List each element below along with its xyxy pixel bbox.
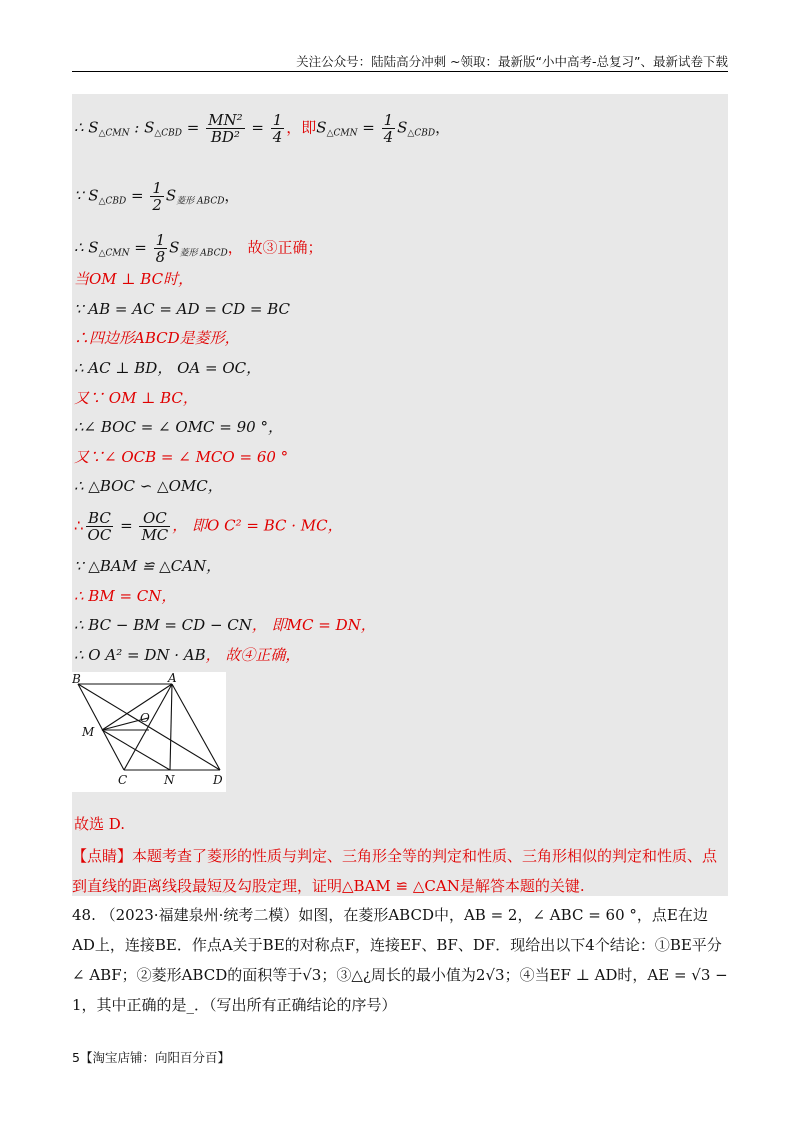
subscript: △CMN <box>326 128 358 139</box>
numerator: 1 <box>272 111 283 129</box>
text: = <box>357 118 380 137</box>
fraction <box>271 112 285 145</box>
solution-line-1 <box>74 112 450 145</box>
fraction <box>139 510 170 543</box>
fraction <box>206 112 245 145</box>
solution-line-8: 又∵ OM ⊥ BC， <box>74 389 198 407</box>
answer-line: 故选 D. <box>74 815 126 833</box>
text: ，即 <box>286 118 317 137</box>
label-N: N <box>164 773 175 787</box>
denominator: 2 <box>152 196 162 214</box>
solution-line-10: 又∵∠ OCB = ∠ MCO = 60 ° <box>74 448 289 466</box>
text: S <box>316 118 327 137</box>
denominator: OC <box>87 526 112 544</box>
label-C: C <box>118 773 128 787</box>
geometry-figure <box>72 672 226 792</box>
text: = <box>129 238 152 257</box>
label-B: B <box>72 672 81 686</box>
text: ， 故③正确； <box>227 238 323 257</box>
subscript: △CBD <box>154 128 183 139</box>
text: S <box>165 186 177 205</box>
denominator: MC <box>141 526 169 544</box>
text: ， 即O C² = BC · MC， <box>172 516 343 535</box>
solution-line-12 <box>74 510 343 543</box>
fraction <box>150 180 164 213</box>
numerator: 1 <box>152 179 162 197</box>
subscript: △CMN <box>98 128 130 139</box>
text: S <box>169 238 180 257</box>
text: : S <box>129 118 155 137</box>
solution-line-3 <box>74 232 322 265</box>
text: = <box>115 516 138 535</box>
subscript: △CBD <box>407 128 436 139</box>
solution-line-6: ∴四边形ABCD是菱形， <box>74 329 240 347</box>
solution-line-14: ∴ BM = CN， <box>74 587 177 605</box>
question-paragraph: 48. （2023·福建泉州·统考二模）如图，在菱形ABCD中，AB = 2，∠ ABC = 60 °，点E在边AD上，连接BE．作点A关于BE的对称点F，连接EF、BF、DF．现给出以下4个结论：①BE平分∠ ABF；②菱形ABCD的面积等于√3；③△¿周长的最小值为2√3；④当EF ⊥ AD时，AE = √3 − 1，其中正确的是_．（写出所有正确结论的序号） <box>72 906 728 1014</box>
text: ∴ O A² = DN · AB <box>74 646 206 664</box>
text: = <box>246 118 269 137</box>
subscript: 菱形 ABCD <box>179 248 228 259</box>
page-header: 关注公众号：陆陆高分冲刺 ~领取：最新版“小中高考-总复习”、最新试卷下载 <box>296 54 728 69</box>
text: ， 即MC = DN， <box>251 616 376 634</box>
text: = <box>182 118 205 137</box>
solution-line-15 <box>74 615 376 635</box>
solution-line-5: ∵ AB = AC = AD = CD = BC <box>74 300 291 318</box>
fraction <box>382 112 396 145</box>
label-O: O <box>140 711 150 725</box>
text: = <box>126 186 149 205</box>
numerator: 1 <box>383 111 394 129</box>
solution-line-4: 当OM ⊥ BC时， <box>74 270 194 288</box>
solution-line-2 <box>74 180 239 213</box>
text: ∴ <box>74 516 84 535</box>
denominator: 4 <box>272 128 283 146</box>
subscript: △CMN <box>98 248 130 259</box>
text: ∴ S <box>74 118 99 137</box>
text: ∴ BC − BM = CD − CN <box>74 616 252 634</box>
text: ， <box>435 118 451 137</box>
denominator: 4 <box>383 128 394 146</box>
text: S <box>397 118 408 137</box>
label-M: M <box>82 725 95 739</box>
label-D: D <box>213 773 223 787</box>
text: ， <box>224 186 240 205</box>
fraction <box>154 232 168 265</box>
rhombus-diagram <box>72 672 226 792</box>
fraction <box>86 510 114 543</box>
denominator: BD² <box>210 128 240 146</box>
subscript: 菱形 ABCD <box>176 196 225 207</box>
text: ∵ S <box>74 186 99 205</box>
solution-line-11: ∴ △BOC ∽ △OMC， <box>74 477 223 495</box>
comment-paragraph: 【点睛】本题考查了菱形的性质与判定、三角形全等的判定和性质、三角形相似的判定和性质、点到直线的距离线段最短及勾股定理，证明△BAM ≌ △CAN是解答本题的关键. <box>72 847 718 895</box>
numerator: OC <box>139 510 170 527</box>
numerator: MN² <box>208 111 243 129</box>
solution-line-9: ∴∠ BOC = ∠ OMC = 90 °， <box>74 418 283 436</box>
denominator: 8 <box>155 248 166 266</box>
label-A: A <box>168 672 177 685</box>
page-footer: 5【淘宝店铺：向阳百分百】 <box>72 1050 230 1065</box>
header-rule <box>72 71 728 72</box>
solution-line-7: ∴ AC ⊥ BD， OA = OC， <box>74 359 262 377</box>
text: ∴ S <box>74 238 99 257</box>
subscript: △CBD <box>98 196 127 207</box>
numerator: BC <box>86 510 114 527</box>
solution-line-13: ∵ △BAM ≌ △CAN， <box>74 557 222 575</box>
numerator: 1 <box>155 231 166 249</box>
text: ， 故④正确， <box>205 646 301 664</box>
solution-line-16 <box>74 645 300 665</box>
